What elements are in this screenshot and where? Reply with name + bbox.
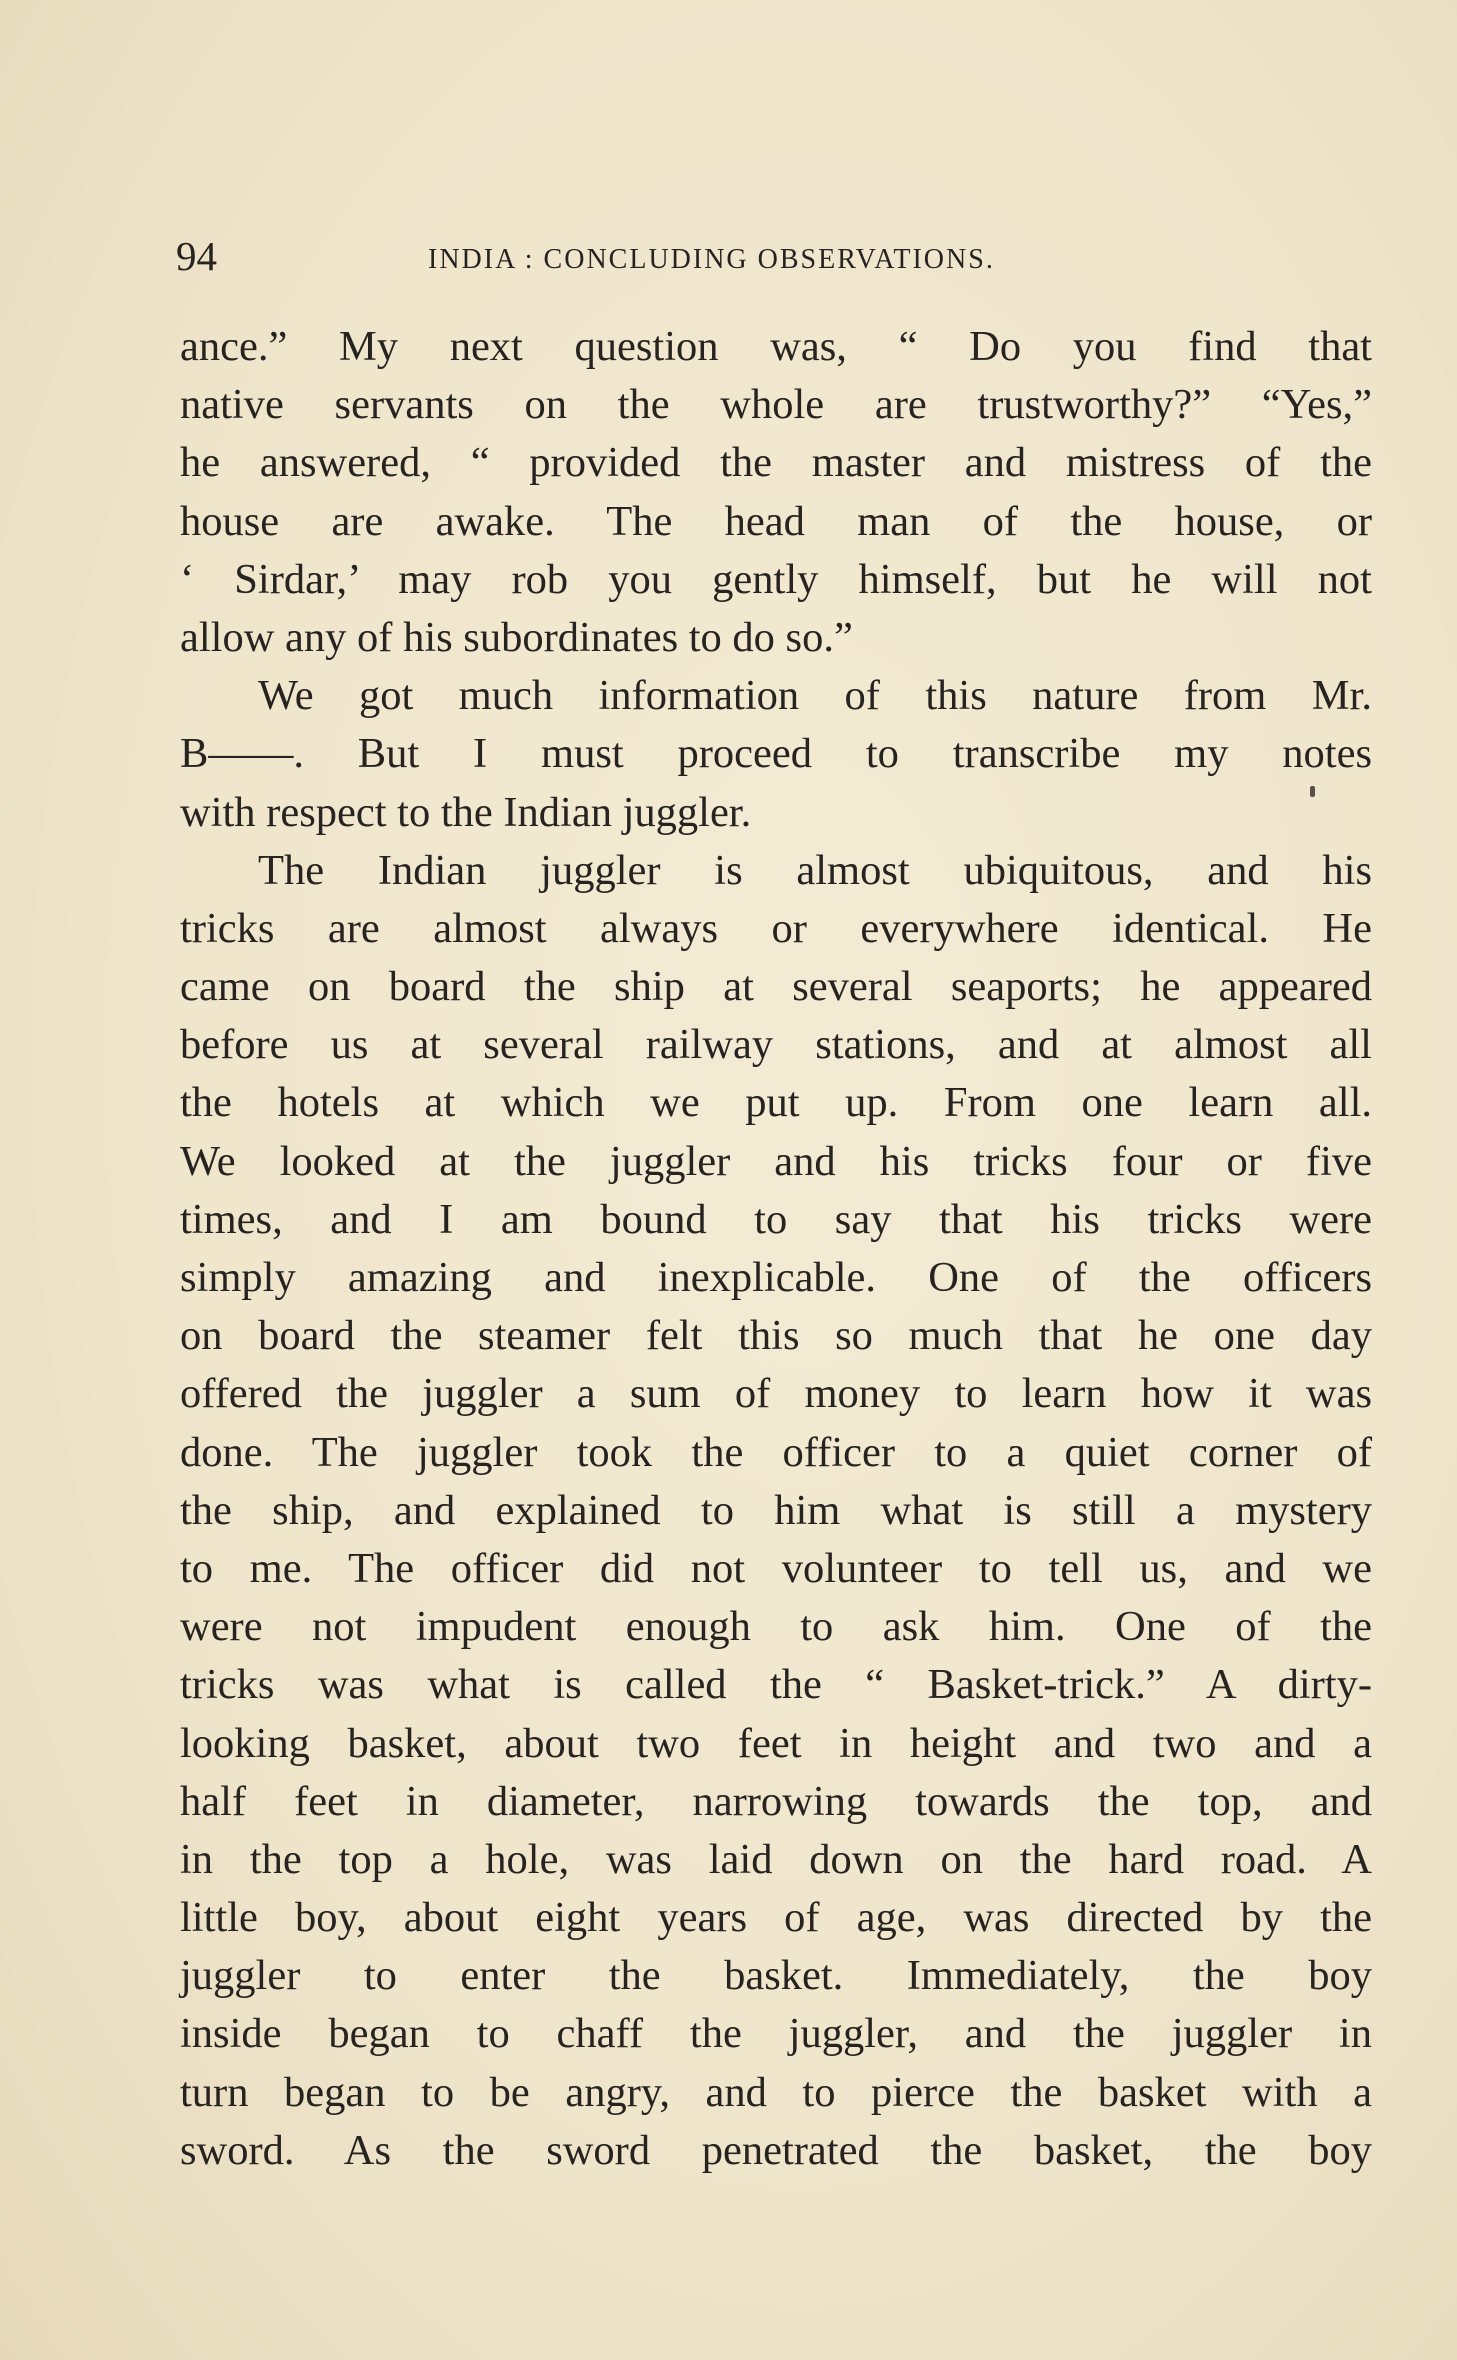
text-line: in the top a hole, was laid down on the hard road. A	[180, 1835, 1372, 1883]
text-line: We got much information of this nature from Mr.	[258, 672, 1372, 720]
text-line: he answered, “ provided the master and mistress of the	[180, 439, 1372, 487]
text-line: B——. But I must proceed to transcribe my notes	[180, 730, 1372, 778]
text-line: tricks are almost always or everywhere identical. He	[180, 904, 1372, 952]
running-header	[176, 226, 1374, 286]
text-line: inside began to chaff the juggler, and the juggler in	[180, 2010, 1372, 2058]
running-title: INDIA : CONCLUDING OBSERVATIONS.	[428, 244, 995, 275]
text-line: little boy, about eight years of age, was directed by the	[180, 1894, 1372, 1942]
text-line: simply amazing and inexplicable. One of the officers	[180, 1254, 1372, 1301]
text-line: came on board the ship at several seaports; he appeared	[180, 963, 1372, 1011]
text-line: times, and I am bound to say that his tricks were	[180, 1195, 1372, 1243]
text-line: native servants on the whole are trustworthy?” “Yes,”	[180, 381, 1372, 429]
paragraph-3	[180, 842, 1372, 2180]
text-line: ‘ Sirdar,’ may rob you gently himself, but he will not	[180, 555, 1372, 603]
text-line: juggler to enter the basket. Immediately, the boy	[180, 1952, 1372, 2000]
text-line: ance.” My next question was, “ Do you find that	[180, 323, 1372, 370]
text-line: the ship, and explained to him what is still a mystery	[180, 1486, 1372, 1534]
text-line: to me. The officer did not volunteer to tell us, and we	[180, 1544, 1372, 1592]
text-line: sword. As the sword penetrated the basket, the boy	[180, 2126, 1372, 2174]
text-line: allow any of his subordinates to do so.”	[180, 613, 853, 661]
text-line: turn began to be angry, and to pierce the basket with a	[180, 2068, 1372, 2116]
text-line: on board the steamer felt this so much that he one day	[180, 1312, 1372, 1360]
text-line: tricks was what is called the “ Basket-trick.” A dirty-	[180, 1661, 1372, 1709]
text-line: looking basket, about two feet in height and two and a	[180, 1719, 1372, 1767]
paragraph-2	[180, 667, 1372, 842]
text-line: with respect to the Indian juggler.	[180, 788, 752, 836]
text-line: the hotels at which we put up. From one learn all.	[180, 1079, 1372, 1127]
page-number: 94	[176, 233, 217, 279]
text-line: We looked at the juggler and his tricks four or five	[180, 1137, 1372, 1185]
text-line: offered the juggler a sum of money to learn how it was	[180, 1370, 1372, 1418]
text-line: house are awake. The head man of the house, or	[180, 497, 1372, 545]
text-line: done. The juggler took the officer to a quiet corner of	[180, 1428, 1372, 1476]
paragraph-1	[180, 318, 1372, 667]
text-line: before us at several railway stations, and at almost all	[180, 1021, 1372, 1069]
text-line: were not impudent enough to ask him. One of the	[180, 1603, 1372, 1651]
text-line: The Indian juggler is almost ubiquitous, and his	[258, 846, 1372, 894]
body-text	[180, 318, 1372, 2180]
text-line: half feet in diameter, narrowing towards the top, and	[180, 1777, 1372, 1825]
ink-speck	[1310, 786, 1315, 797]
